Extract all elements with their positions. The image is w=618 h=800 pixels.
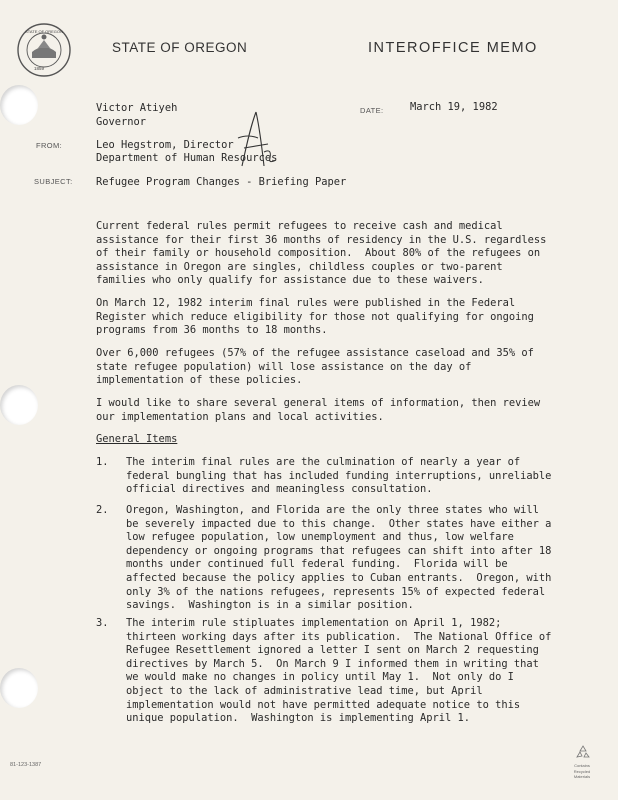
binder-hole [0, 385, 38, 425]
text-line: affected because the policy applies to Cuban entrants. Oregon, with [126, 571, 552, 584]
recycle-line: Materials [573, 774, 591, 779]
text-line: On March 12, 1982 interim final rules were published in the Federal [96, 297, 516, 309]
text-line: savings. Washington is in a similar position. [126, 599, 414, 612]
text-line: object to the lack of administrative lead time, but April [126, 684, 483, 697]
text-line: families who only qualify for assistance due to these waivers. [96, 274, 484, 287]
header-state: STATE OF OREGON [112, 40, 248, 55]
text-line: of their family or household composition. About 80% of the refugees on [96, 247, 541, 260]
text-line: dependency or ongoing programs that refugees can shift into after 18 [126, 544, 552, 557]
from-dept: Department of Human Resources [96, 152, 278, 164]
text-line: official directives and meaningless consultation. [126, 483, 433, 496]
text-line: The interim final rules are the culmination of nearly a year of [126, 456, 521, 468]
text-line: low refugee population, low unemployment and thus, low welfare [126, 531, 514, 544]
from-name: Leo Hegstrom, Director [96, 139, 234, 151]
seal-text: STATE OF OREGON [25, 29, 63, 34]
binder-hole [0, 668, 38, 708]
signature [228, 108, 288, 182]
text-line: Register which reduce eligibility for those not qualifying for ongoing [96, 310, 534, 323]
text-line: assistance in Oregon are singles, childless couples or two-parent [96, 260, 503, 273]
text-line: programs from 36 months to 18 months. [96, 324, 328, 337]
text-line: thirteen working days after its publication. The National Office of [126, 630, 552, 643]
text-line: we would make no changes in policy until May 1. Not only do I [126, 671, 514, 684]
text-line: be severely impacted due to this change. Other states have either a [126, 517, 552, 530]
item-number: 1. [96, 456, 109, 468]
text-line: directives by March 5. On March 9 I informed them in writing that [126, 657, 539, 670]
date-label: DATE: [360, 106, 384, 115]
text-line: only 3% of the nations refugees, represents 15% of expected federal [126, 585, 546, 598]
to-name: Victor Atiyeh [96, 102, 178, 114]
text-line: months under continued full federal funding. Florida will be [126, 558, 508, 571]
item-number: 2. [96, 504, 109, 516]
text-line: The interim rule stipluates implementation on April 1, 1982; [126, 617, 502, 629]
binder-hole [0, 85, 38, 125]
text-line: assistance for their first 36 months of residency in the U.S. regardless [96, 233, 547, 246]
paragraph [96, 347, 534, 388]
section-heading: General Items [96, 433, 178, 445]
text-line: federal bungling that has included funding interruptions, unreliable [126, 469, 552, 482]
item-number: 3. [96, 617, 109, 629]
text-line: implementation of these policies. [96, 374, 303, 387]
recycle-text [566, 763, 598, 780]
text-line: our implementation plans and local activities. [96, 410, 384, 423]
text-line: unique population. Washington is implementing April 1. [126, 712, 471, 725]
to-title: Governor [96, 116, 147, 128]
text-line: I would like to share several general items of information, then review [96, 397, 541, 409]
recycle-line: Recycled [573, 768, 591, 774]
seal-year: 1859 [34, 66, 45, 71]
subject-value: Refugee Program Changes - Briefing Paper [96, 176, 347, 188]
text-line: Refugee Resettlement ignored a letter I sent on March 2 requesting [126, 644, 539, 657]
list-item [126, 456, 551, 497]
text-line: state refugee population) will lose assistance on the day of [96, 360, 472, 373]
recycle-line: Contains [574, 763, 590, 768]
text-line: implementation would not have permitted adequate notice to this [126, 698, 521, 711]
text-line: Oregon, Washington, and Florida are the only three states who will [126, 504, 539, 516]
paragraph [96, 397, 540, 424]
paragraph [96, 220, 546, 288]
text-line: Current federal rules permit refugees to receive cash and medical [96, 220, 503, 232]
text-line: Over 6,000 refugees (57% of the refugee assistance caseload and 35% of [96, 347, 534, 359]
list-item [126, 504, 551, 613]
list-item [126, 617, 551, 726]
from-label: FROM: [36, 141, 63, 150]
header-memo: INTEROFFICE MEMO [368, 40, 538, 56]
date-value: March 19, 1982 [410, 101, 498, 113]
paragraph [96, 297, 534, 338]
form-number: 81-123-1387 [10, 762, 42, 768]
subject-label: SUBJECT: [34, 177, 73, 186]
